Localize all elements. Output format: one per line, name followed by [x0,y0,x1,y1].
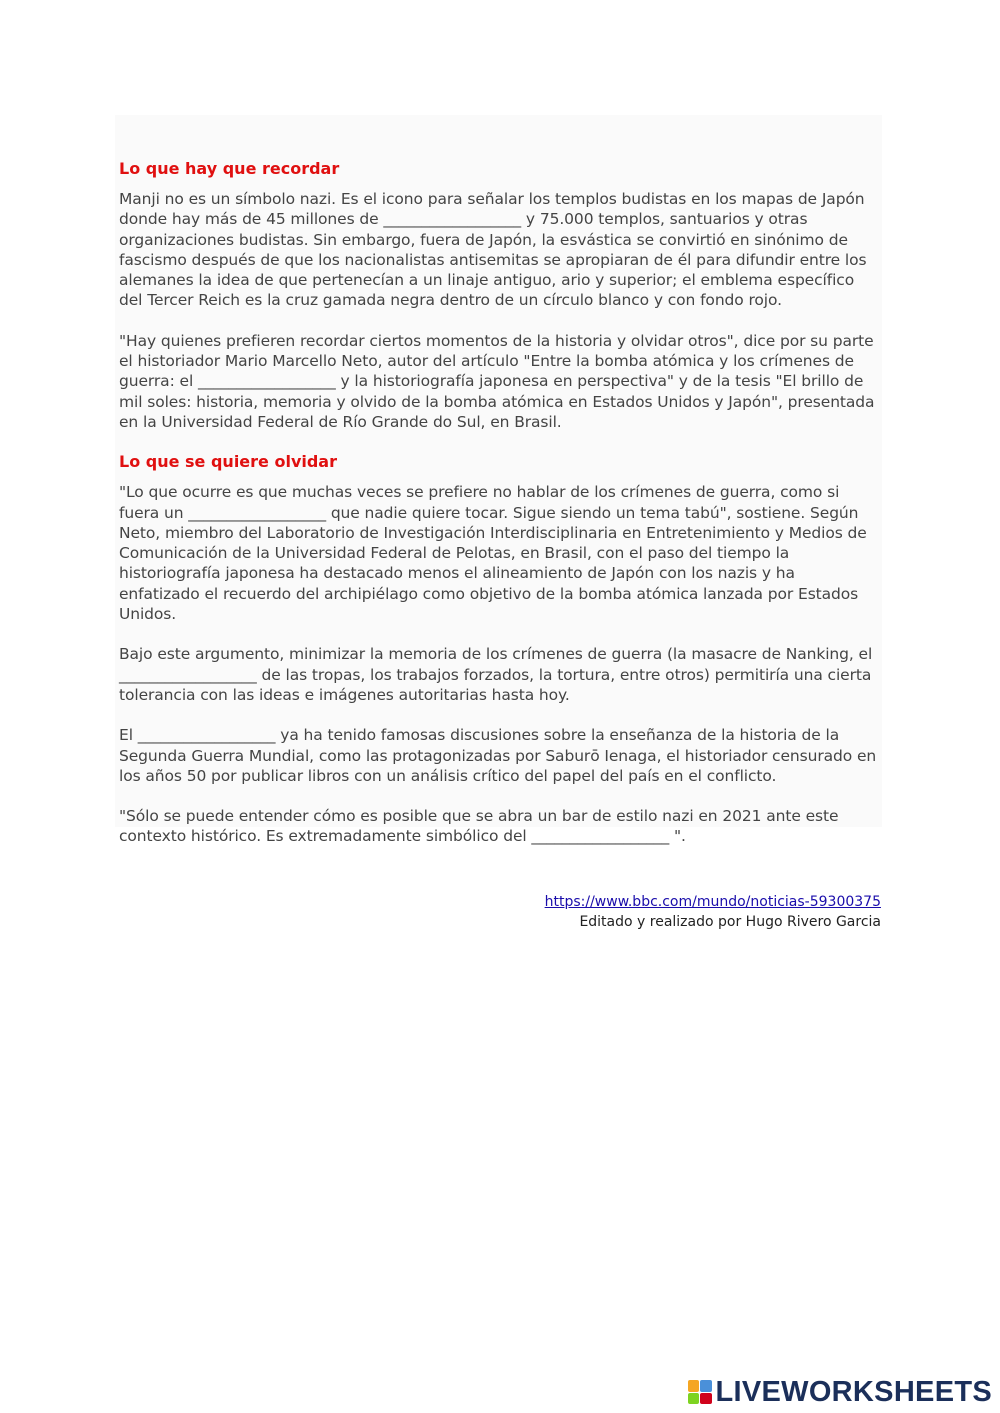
liveworksheets-brand [688,1377,993,1407]
paragraph-argumento: Bajo este argumento, minimizar la memoria de los crímenes de guerra (la masacre de Nanking, el __________________ de las tropas, los trabajos forzados, la tortura, entre otros) permitiría una cierta tolerancia con las ideas e imágenes autoritarias hasta hoy. [119,645,873,704]
paragraph-crimenes: "Lo que ocurre es que muchas veces se prefiere no hablar de los crímenes de guerra, como si fuera un __________________ que nadie quiere tocar. Sigue siendo un tema tabú", sostiene. Según Neto, miembro del Laboratorio de Investigación Interdisciplinaria en Entretenimiento y Medios de Comunicación de la Universidad Federal de Pelotas, en Brasil, con el paso del tiempo la historiografía japonesa ha destacado menos el alineamiento de Japón con los nazis y ha enfatizado el recuerdo del archipiélago como objetivo de la bomba atómica lanzada por Estados Unidos. [119,483,867,624]
liveworksheets-logo-icon [688,1380,712,1404]
source-footer [545,892,881,932]
paragraph-historiador: "Hay quienes prefieren recordar ciertos momentos de la historia y olvidar otros", dice por su parte el historiador Mario Marcello Neto, autor del artículo "Entre la bomba atómica y los crímenes de guerra: el __________________ y la historiografía japonesa en perspectiva" y de la tesis "El brillo de mil soles: historia, memoria y olvido de la bomba atómica en Estados Unidos y Japón", presentada en la Universidad Federal de Río Grande do Sul, en Brasil. [119,331,875,431]
brand-name: LIVEWORKSHEETS [715,1376,992,1408]
source-link[interactable]: https://www.bbc.com/mundo/noticias-59300375 [544,894,881,910]
paragraph-discusiones: El __________________ ya ha tenido famosas discusiones sobre la enseñanza de la historia de la Segunda Guerra Mundial, como las protagonizadas por Saburō Ienaga, el historiador censurado en los años 50 por publicar libros con un análisis crítico del papel del país en el conflicto. [119,726,877,785]
logo-square-4 [700,1393,712,1405]
logo-square-1 [688,1380,700,1392]
paragraph-manji: Manji no es un símbolo nazi. Es el icono para señalar los templos budistas en los mapas de Japón donde hay más de 45 millones de __________________ y 75.000 templos, santuarios y otras organizaciones budistas. Sin embargo, fuera de Japón, la esvástica se convirtió en sinónimo de fascismo después de que los nacionalistas antisemitas se apropiaran de él para difundir entre los alemanes la idea de que pertenecían a un linaje antiguo, ario y superior; el emblema específico del Tercer Reich es la cruz gamada negra dentro de un círculo blanco y con fondo rojo. [119,190,867,310]
article-body [115,115,882,846]
section-heading-olvidar: Lo que se quiere olvidar [119,452,337,472]
paragraph-bar-nazi: "Sólo se puede entender cómo es posible que se abra un bar de estilo nazi en 2021 ante este contexto histórico. Es extremadamente simbólico del __________________ ". [119,807,839,846]
section-heading-recordar: Lo que hay que recordar [119,159,340,178]
logo-square-2 [700,1380,712,1392]
logo-square-3 [688,1393,700,1405]
credit-text: Editado y realizado por Hugo Rivero Garcia [579,914,881,930]
